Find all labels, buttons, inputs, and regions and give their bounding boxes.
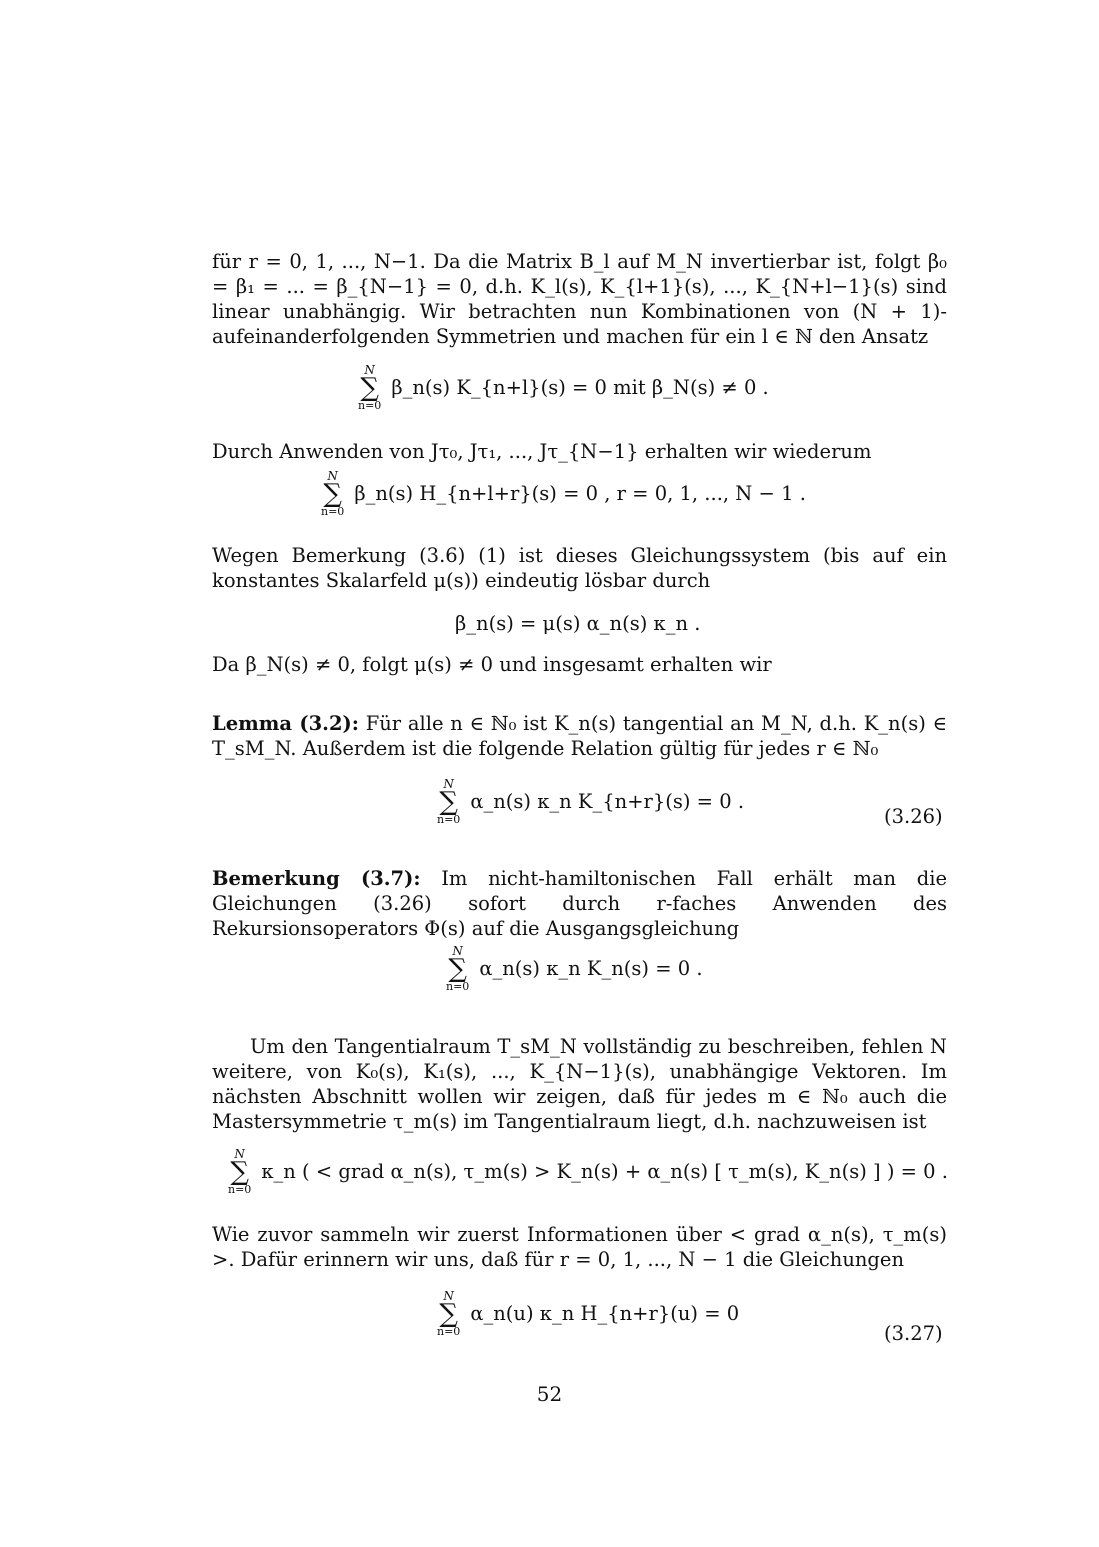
paragraph-4: Da β_N(s) ≠ 0, folgt μ(s) ≠ 0 und insgesamt erhalten wir [212, 653, 772, 676]
summation-4 [437, 778, 460, 825]
summation-7 [437, 1290, 460, 1337]
sum-lower-limit: n=0 [446, 980, 470, 993]
sum-symbol: ∑ [360, 373, 379, 403]
equation-5-text: α_n(s) κ_n K_n(s) = 0 . [479, 957, 703, 980]
paragraph-2: Durch Anwenden von Jτ₀, Jτ₁, ..., Jτ_{N−1} erhalten wir wiederum [212, 440, 872, 463]
remark-label: Bemerkung (3.7): [212, 867, 421, 890]
summation-2 [321, 470, 344, 517]
sum-lower-limit: n=0 [358, 399, 382, 412]
equation-5 [446, 945, 703, 992]
sum-symbol: ∑ [448, 954, 467, 984]
equation-number-3-26: (3.26) [884, 805, 943, 828]
equation-2-text: β_n(s) H_{n+l+r}(s) = 0 , r = 0, 1, ..., N − 1 . [354, 482, 806, 505]
sum-upper-limit: N [443, 777, 454, 791]
paragraph-1: für r = 0, 1, ..., N−1. Da die Matrix B_l auf M_N invertierbar ist, folgt β₀ = β₁ = ... = β_{N−1} = 0, d.h. K_l(s), K_{l+1}(s), ..., K_{N+l−1}(s) sind linear unabhängig. Wir betrachten nun Kombinationen von (N + 1)-aufeinanderfolgenden Symmetrien und machen für ein l ∈ ℕ den Ansatz [212, 250, 947, 348]
equation-4 [437, 778, 744, 825]
equation-7-text: α_n(u) κ_n H_{n+r}(u) = 0 [470, 1302, 740, 1325]
sum-symbol: ∑ [439, 787, 458, 817]
sum-upper-limit: N [327, 469, 338, 483]
sum-lower-limit: n=0 [228, 1183, 252, 1196]
equation-3: β_n(s) = μ(s) α_n(s) κ_n . [455, 612, 701, 635]
equation-6-text: κ_n ( < grad α_n(s), τ_m(s) > K_n(s) + α_n(s) [ τ_m(s), K_n(s) ] ) = 0 . [261, 1160, 948, 1183]
paragraph-3: Wegen Bemerkung (3.6) (1) ist dieses Gleichungssystem (bis auf ein konstantes Skalarfeld μ(s)) eindeutig lösbar durch [212, 544, 947, 592]
sum-symbol: ∑ [439, 1299, 458, 1329]
sum-upper-limit: N [234, 1147, 245, 1161]
paragraph-5: Um den Tangentialraum T_sM_N vollständig zu beschreiben, fehlen N weitere, von K₀(s), K₁(s), ..., K_{N−1}(s), unabhängige Vektoren. Im nächsten Abschnitt wollen wir zeigen, daß für jedes m ∈ ℕ₀ auch die Mastersymmetrie τ_m(s) im Tangentialraum liegt, d.h. nachzuweisen ist [212, 1035, 947, 1133]
sum-lower-limit: n=0 [437, 813, 461, 826]
remark-3-7 [212, 866, 947, 941]
equation-4-text: α_n(s) κ_n K_{n+r}(s) = 0 . [470, 790, 745, 813]
lemma-3-2 [212, 711, 947, 761]
summation-5 [446, 945, 469, 992]
equation-6 [228, 1148, 948, 1195]
equation-2 [321, 470, 806, 517]
sum-lower-limit: n=0 [321, 505, 345, 518]
sum-symbol: ∑ [230, 1157, 249, 1187]
lemma-label: Lemma (3.2): [212, 712, 359, 735]
summation-6 [228, 1148, 251, 1195]
equation-1-text: β_n(s) K_{n+l}(s) = 0 mit β_N(s) ≠ 0 . [391, 376, 769, 399]
remark-text: Im nicht-hamiltonischen Fall erhält man die Gleichungen (3.26) sofort durch r-faches Anwenden des Rekursionsoperators Φ(s) auf die Ausgangsgleichung [212, 867, 947, 940]
summation-1 [358, 364, 381, 411]
sum-symbol: ∑ [323, 479, 342, 509]
paragraph-6: Wie zuvor sammeln wir zuerst Informationen über < grad α_n(s), τ_m(s) >. Dafür erinnern wir uns, daß für r = 0, 1, ..., N − 1 die Gleichungen [212, 1223, 947, 1271]
page-number: 52 [536, 1382, 563, 1406]
equation-number-3-27: (3.27) [884, 1322, 943, 1345]
sum-upper-limit: N [452, 944, 463, 958]
equation-7 [437, 1290, 739, 1337]
sum-upper-limit: N [364, 363, 375, 377]
equation-1 [358, 364, 769, 411]
sum-upper-limit: N [443, 1289, 454, 1303]
sum-lower-limit: n=0 [437, 1325, 461, 1338]
lemma-text: Für alle n ∈ ℕ₀ ist K_n(s) tangential an M_N, d.h. K_n(s) ∈ T_sM_N. Außerdem ist die folgende Relation gültig für jedes r ∈ ℕ₀ [212, 712, 948, 760]
